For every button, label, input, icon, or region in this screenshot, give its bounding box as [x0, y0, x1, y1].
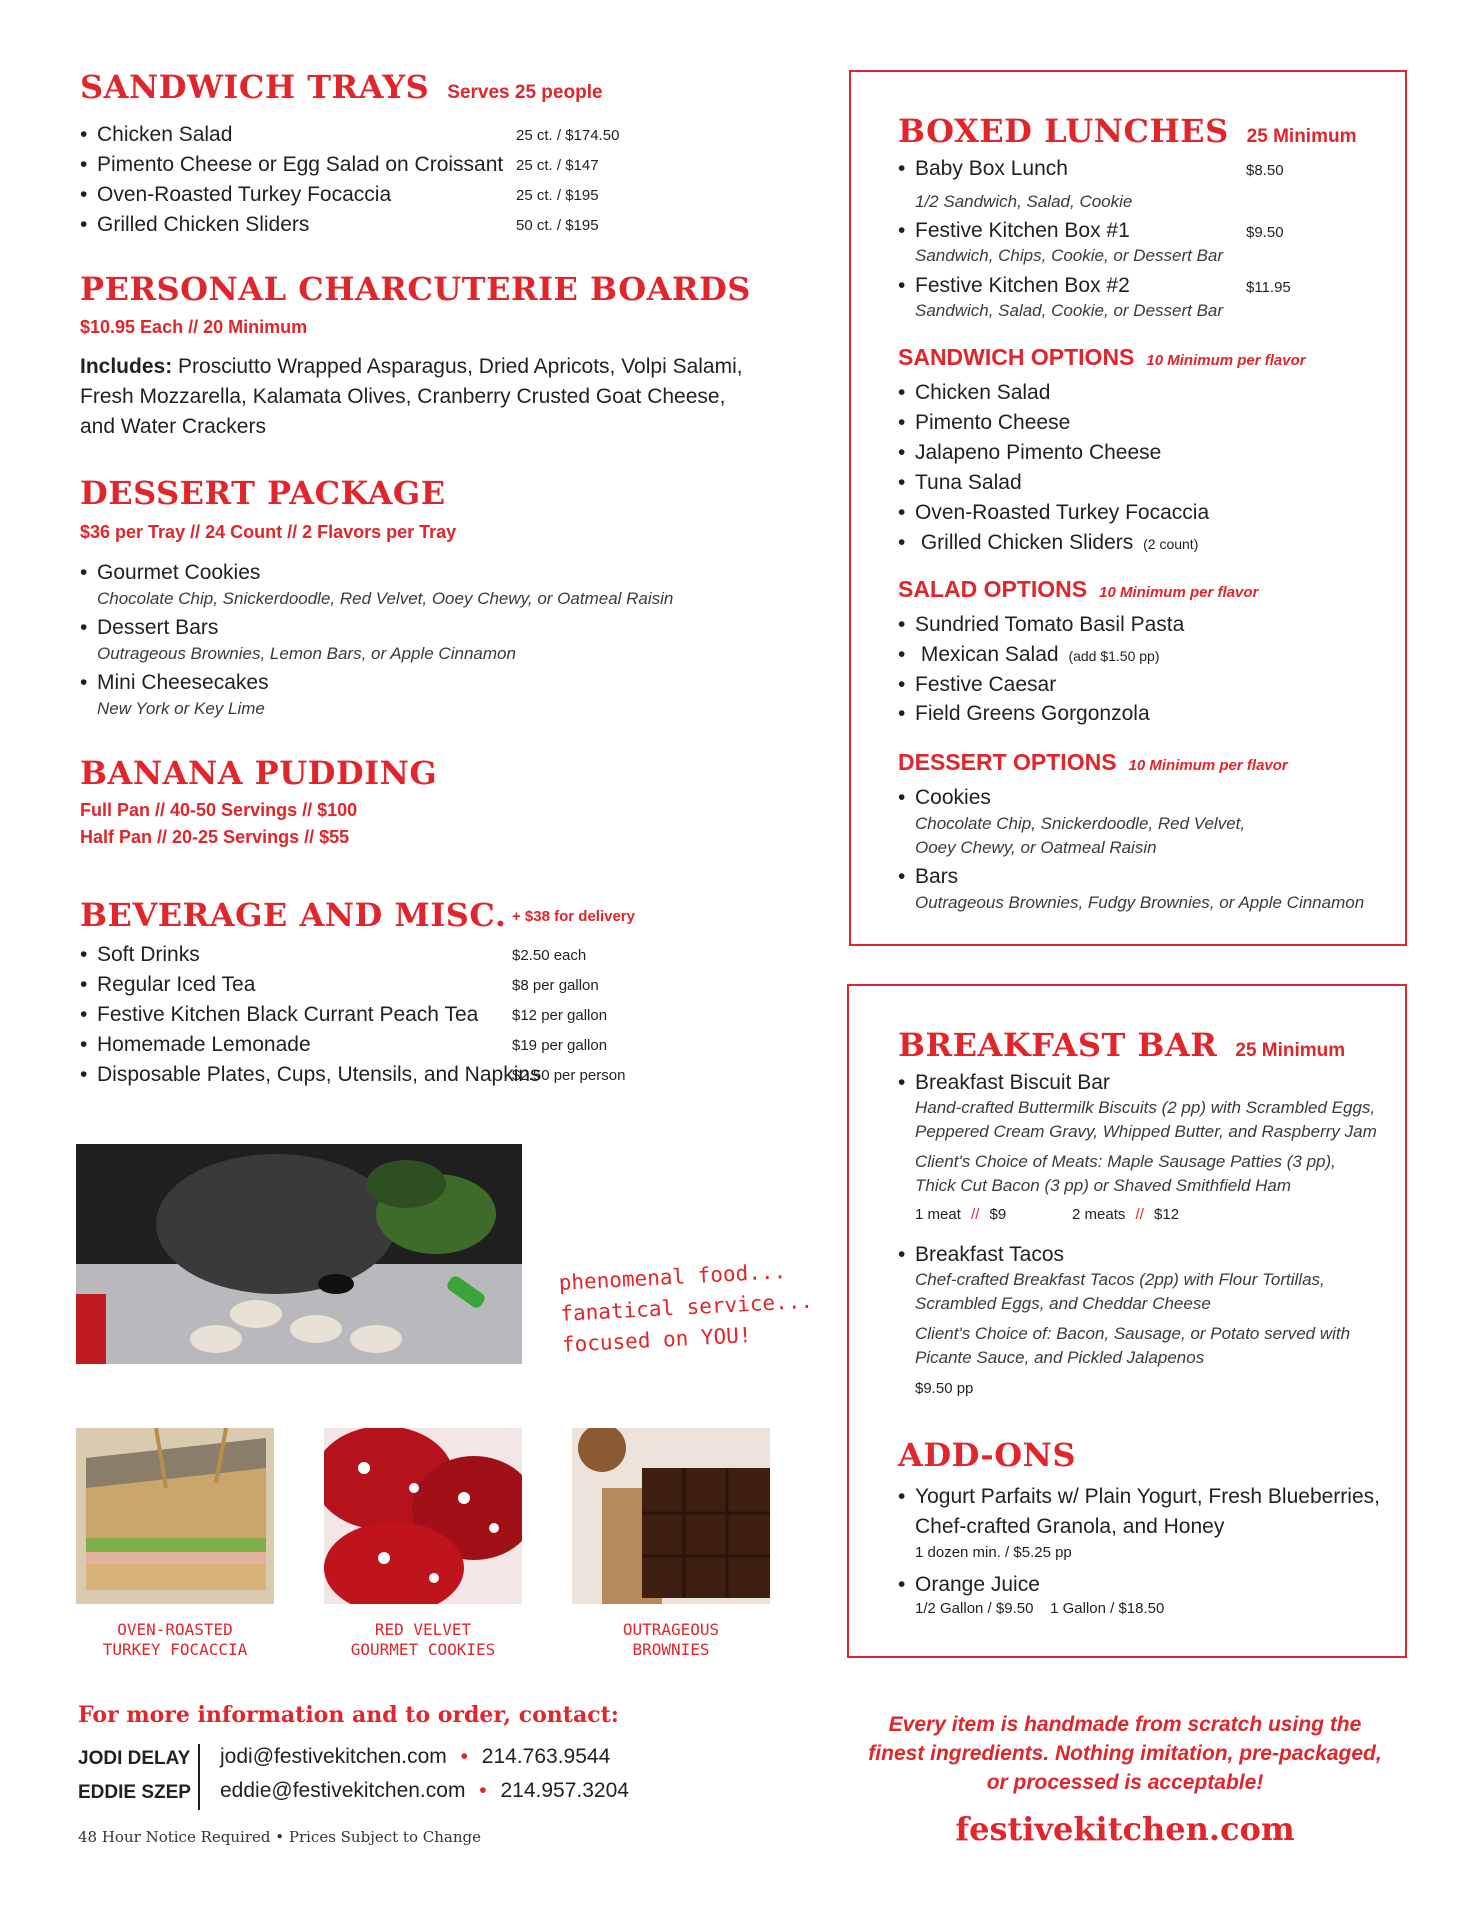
meat-count: 1 meat [915, 1206, 961, 1223]
item-price: $9.50 [1246, 224, 1284, 241]
list-item: • Oven-Roasted Turkey Focaccia [898, 498, 1209, 528]
item-price: $12 per gallon [512, 1007, 608, 1024]
breakfast-bar-minimum: 25 Minimum [1235, 1040, 1346, 1061]
salad-options-minimum: 10 Minimum per flavor [1099, 584, 1259, 601]
dessert-options-minimum: 10 Minimum per flavor [1128, 757, 1288, 774]
contact-name-jodi: JODI DELAY [78, 1748, 191, 1769]
banana-half-pan: Half Pan // 20-25 Servings // $55 [80, 827, 350, 847]
meat-price-1 [915, 1206, 1006, 1223]
bullet-separator: • [460, 1745, 468, 1768]
mexican-salad-label: Mexican Salad [920, 643, 1059, 666]
item-description: New York or Key Lime [97, 699, 265, 718]
tagline-line-1: phenomenal food... [558, 1259, 787, 1295]
list-item: • Regular Iced Tea [80, 970, 255, 1000]
item-price: 25 ct. / $174.50 [516, 127, 620, 144]
list-item: • Festive Kitchen Box #1 [898, 216, 1130, 246]
tacos-description-2: Scrambled Eggs, and Cheddar Cheese [915, 1294, 1211, 1313]
biscuit-description-3: Client's Choice of Meats: Maple Sausage Patties (3 pp), [915, 1152, 1336, 1171]
list-item: • Bars [898, 862, 958, 892]
caption-line: TURKEY FOCACCIA [102, 1640, 248, 1659]
banana-pudding-title: BANANA PUDDING [80, 754, 438, 792]
item-price: $8 per gallon [512, 977, 599, 994]
sandwich-options-title: SANDWICH OPTIONS [898, 344, 1135, 370]
biscuit-description-1: Hand-crafted Buttermilk Biscuits (2 pp) with Scrambled Eggs, [915, 1098, 1376, 1117]
list-item: • Grilled Chicken Sliders [80, 210, 309, 240]
meat-price: $12 [1154, 1206, 1180, 1223]
list-item: • Jalapeno Pimento Cheese [898, 438, 1161, 468]
handmade-line-3: or processed is acceptable! [986, 1771, 1264, 1794]
item-price: $2.50 each [512, 947, 587, 964]
list-item: • Homemade Lemonade [80, 1030, 311, 1060]
includes-label: Includes: [80, 355, 173, 378]
cookies-description-2: Ooey Chewy, or Oatmeal Raisin [915, 838, 1157, 857]
list-item: • Sundried Tomato Basil Pasta [898, 610, 1184, 640]
beverage-list [80, 940, 680, 1100]
list-item: • Pimento Cheese or Egg Salad on Croissant [80, 150, 503, 180]
item-description: Sandwich, Salad, Cookie, or Dessert Bar [915, 301, 1224, 320]
list-item: • Pimento Cheese [898, 408, 1070, 438]
sandwich-trays-heading [80, 68, 603, 106]
email-eddie[interactable]: eddie@festivekitchen.com [220, 1779, 466, 1802]
list-item: • Yogurt Parfaits w/ Plain Yogurt, Fresh Blueberries, [898, 1482, 1380, 1512]
addons-title: ADD-ONS [898, 1436, 1076, 1474]
salad-options-heading [898, 576, 1258, 603]
caption-line: GOURMET COOKIES [350, 1640, 496, 1659]
list-item: • Disposable Plates, Cups, Utensils, and Napkins [80, 1060, 541, 1090]
list-item: • Breakfast Biscuit Bar [898, 1068, 1110, 1098]
charcuterie-price: $10.95 Each // 20 Minimum [80, 317, 308, 337]
phone-eddie[interactable]: 214.957.3204 [500, 1779, 629, 1802]
charcuterie-title: PERSONAL CHARCUTERIE BOARDS [80, 270, 751, 308]
list-item [898, 640, 1160, 671]
parfait-price: 1 dozen min. / $5.25 pp [915, 1544, 1072, 1561]
mexican-salad-note: (add $1.50 pp) [1068, 648, 1160, 664]
item-description: 1/2 Sandwich, Salad, Cookie [915, 192, 1133, 211]
caption-line: RED VELVET [374, 1620, 472, 1639]
list-item: • Festive Kitchen Box #2 [898, 271, 1130, 301]
dessert-options-title: DESSERT OPTIONS [898, 749, 1117, 775]
tacos-description-4: Picante Sauce, and Pickled Jalapenos [915, 1348, 1205, 1367]
caption-red-velvet [324, 1620, 522, 1660]
dessert-package-title: DESSERT PACKAGE [80, 474, 446, 512]
item-description: Sandwich, Chips, Cookie, or Dessert Bar [915, 246, 1224, 265]
includes-line-3: and Water Crackers [80, 415, 266, 438]
list-item: • Orange Juice [898, 1570, 1040, 1600]
boxed-lunches-minimum: 25 Minimum [1246, 126, 1357, 147]
list-item: • Breakfast Tacos [898, 1240, 1064, 1270]
boxed-lunches-title: BOXED LUNCHES [898, 112, 1229, 150]
delivery-fee: + $38 for delivery [512, 908, 635, 925]
separator: // [1135, 1206, 1144, 1223]
list-item: • Oven-Roasted Turkey Focaccia [80, 180, 391, 210]
handmade-line-2: finest ingredients. Nothing imitation, pre-packaged, [868, 1742, 1382, 1765]
list-item: • Tuna Salad [898, 468, 1022, 498]
list-item [898, 528, 1198, 559]
meat-price-2 [1072, 1206, 1179, 1223]
tagline-line-2: fanatical service... [559, 1288, 814, 1326]
parfait-line-2: Chef-crafted Granola, and Honey [915, 1515, 1225, 1538]
banana-full-pan: Full Pan // 40-50 Servings // $100 [80, 800, 358, 820]
salad-options-title: SALAD OPTIONS [898, 576, 1088, 602]
dessert-package-sub: $36 per Tray // 24 Count // 2 Flavors per Tray [80, 522, 457, 542]
tacos-price: $9.50 pp [915, 1380, 974, 1397]
outrageous-brownies-photo [572, 1428, 770, 1604]
breakfast-bar-heading [898, 1026, 1345, 1064]
list-item: • Gourmet Cookies [80, 558, 260, 588]
phone-jodi[interactable]: 214.763.9544 [481, 1745, 611, 1768]
includes-line-1: Prosciutto Wrapped Asparagus, Dried Apricots, Volpi Salami, [178, 355, 743, 378]
sandwich-options-heading [898, 344, 1306, 371]
beverage-title: BEVERAGE AND MISC. [80, 896, 507, 934]
website-link[interactable]: festivekitchen.com [955, 1810, 1295, 1848]
list-item: • Mini Cheesecakes [80, 668, 269, 698]
red-velvet-cookies-photo [324, 1428, 522, 1604]
list-item: • Dessert Bars [80, 613, 218, 643]
oj-price: 1/2 Gallon / $9.50 1 Gallon / $18.50 [915, 1600, 1165, 1617]
meat-count: 2 meats [1072, 1206, 1126, 1223]
includes-line-2: Fresh Mozzarella, Kalamata Olives, Cranberry Crusted Goat Cheese, [80, 385, 726, 408]
cookies-description-1: Chocolate Chip, Snickerdoodle, Red Velvet, [915, 814, 1246, 833]
bullet-separator: • [479, 1779, 487, 1802]
item-price: $2.50 per person [512, 1067, 626, 1084]
item-price: $19 per gallon [512, 1037, 608, 1054]
list-item: • Field Greens Gorgonzola [898, 699, 1150, 729]
tacos-description-1: Chef-crafted Breakfast Tacos (2pp) with Flour Tortillas, [915, 1270, 1325, 1289]
contact-divider [198, 1744, 200, 1810]
item-price: 50 ct. / $195 [516, 217, 599, 234]
tagline-line-3: focused on YOU! [561, 1322, 753, 1357]
contact-name-eddie: EDDIE SZEP [78, 1782, 191, 1803]
sandwich-trays-serves: Serves 25 people [447, 82, 603, 103]
list-item: • Cookies [898, 783, 991, 813]
sandwich-trays-title: SANDWICH TRAYS [80, 68, 430, 106]
charcuterie-includes [80, 352, 743, 382]
sliders-label: Grilled Chicken Sliders [920, 531, 1134, 554]
item-price: $11.95 [1246, 279, 1291, 296]
item-description: Outrageous Brownies, Lemon Bars, or Apple Cinnamon [97, 644, 516, 663]
sandwich-options-minimum: 10 Minimum per flavor [1146, 352, 1306, 369]
caption-line: OVEN-ROASTED [117, 1620, 233, 1639]
list-item: • Chicken Salad [80, 120, 232, 150]
caption-brownies [572, 1620, 770, 1660]
list-item: • Soft Drinks [80, 940, 200, 970]
item-price: $8.50 [1246, 162, 1284, 179]
meat-price: $9 [989, 1206, 1007, 1223]
dessert-options-heading [898, 749, 1288, 776]
handmade-statement [850, 1710, 1400, 1797]
chef-plating-photo [76, 1144, 522, 1364]
boxed-lunches-heading [898, 112, 1356, 150]
separator: // [971, 1206, 980, 1223]
tacos-description-3: Client's Choice of: Bacon, Sausage, or Potato served with [915, 1324, 1351, 1343]
bars-description: Outrageous Brownies, Fudgy Brownies, or Apple Cinnamon [915, 893, 1365, 912]
turkey-focaccia-photo [76, 1428, 274, 1604]
item-price: 25 ct. / $195 [516, 187, 599, 204]
list-item: • Festive Kitchen Black Currant Peach Tea [80, 1000, 478, 1030]
breakfast-bar-title: BREAKFAST BAR [898, 1026, 1218, 1064]
caption-turkey-focaccia [76, 1620, 274, 1660]
list-item: • Chicken Salad [898, 378, 1050, 408]
handmade-line-1: Every item is handmade from scratch using the [888, 1713, 1362, 1736]
tagline [558, 1255, 815, 1361]
contact-heading: For more information and to order, contact: [78, 1702, 619, 1728]
contact-row-jodi [220, 1742, 610, 1772]
biscuit-description-2: Peppered Cream Gravy, Whipped Butter, and Raspberry Jam [915, 1122, 1377, 1141]
biscuit-description-4: Thick Cut Bacon (3 pp) or Shaved Smithfield Ham [915, 1176, 1292, 1195]
item-description: Chocolate Chip, Snickerdoodle, Red Velvet, Ooey Chewy, or Oatmeal Raisin [97, 589, 674, 608]
contact-row-eddie [220, 1776, 629, 1806]
list-item: • Festive Caesar [898, 670, 1056, 700]
item-price: 25 ct. / $147 [516, 157, 599, 174]
sliders-note: (2 count) [1143, 536, 1199, 552]
caption-line: BROWNIES [632, 1640, 710, 1659]
email-jodi[interactable]: jodi@festivekitchen.com [220, 1745, 447, 1768]
list-item: • Baby Box Lunch [898, 154, 1068, 184]
caption-line: OUTRAGEOUS [622, 1620, 720, 1639]
footer-notice: 48 Hour Notice Required • Prices Subject to Change [78, 1828, 481, 1846]
